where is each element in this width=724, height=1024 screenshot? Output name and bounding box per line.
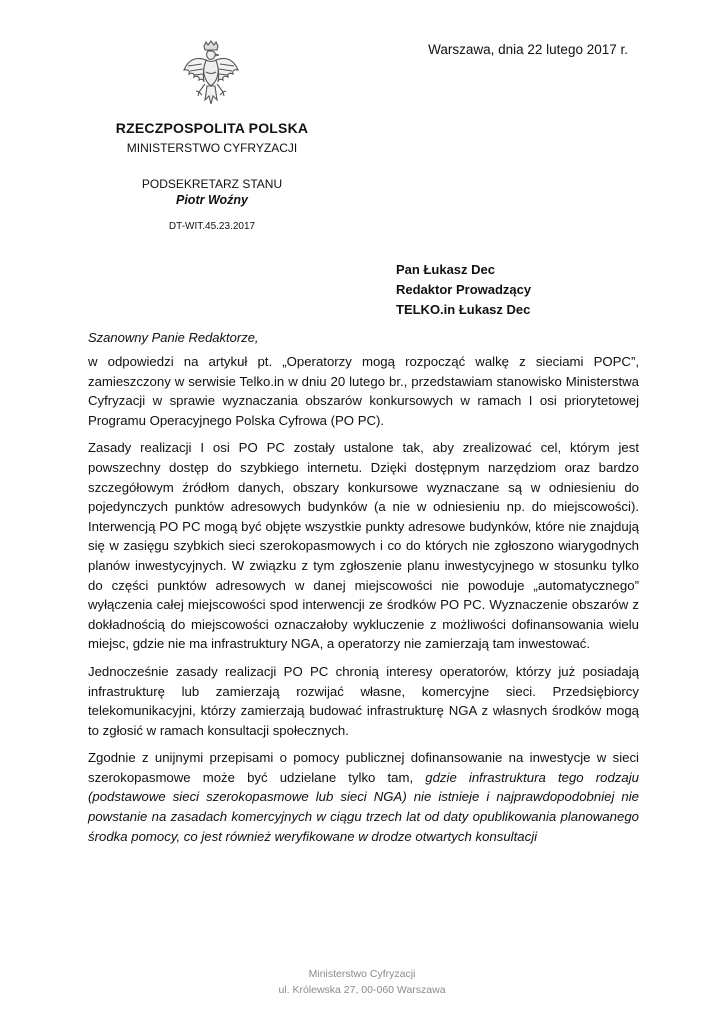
paragraph-4-italic-text: gdzie infrastruktura tego rodzaju (podstawowe sieci szerokopasmowe lub sieci NGA) nie istnieje i najprawdopodobniej nie powstanie na zasadach komercyjnych w ciągu trzech lat od daty opublikowania planowanego środka pomocy, co jest również weryfikowane w drodze otwartych konsultacji — [88, 769, 639, 844]
letter-date: Warszawa, dnia 22 lutego 2017 r. — [428, 42, 628, 57]
paragraph-1: w odpowiedzi na artykuł pt. „Operatorzy mogą rozpocząć walkę z sieciami POPC”, zamieszczony w serwisie Telko.in w dniu 20 lutego br., przedstawiam stanowisko Ministerstwa Cyfryzacji w sprawie wyznaczania obszarów konkursowych w ramach I osi priorytetowej Programu Operacyjnego Polska Cyfrowa (PO PC). — [88, 354, 639, 428]
reference-number: DT-WIT.45.23.2017 — [168, 221, 256, 232]
footer-address: ul. Królewska 27, 00-060 Warszawa — [278, 984, 446, 996]
country-name: RZECZPOSPOLITA POLSKA — [115, 120, 309, 136]
recipient-title: Redaktor Prowadzący — [396, 282, 532, 297]
paragraph-2: Zasady realizacji I osi PO PC zostały ustalone tak, aby zrealizować cel, którym jest powszechny dostęp do szybkiego internetu. Dzięki dostępnym narzędziom oraz bardzo szczegółowym źródłom danych, obszary konkursowe wyznaczane są w odniesieniu do pojedynczych punktów adresowych budynków (a nie w odniesieniu np. do miejscowości). Interwencją PO PC mogą być objęte wszystkie punkty adresowe budynków, które nie znajdują się w zasięgu szybkich sieci szerokopasmowych i co do których nie zgłoszono wiarygodnych planów inwestycyjnych. W związku z tym zgłoszenie planu inwestycyjnego w stosunku tylko do części punktów adresowych w danej miejscowości nie powoduje „automatycznego” wyłączenia całej miejscowości spod interwencji ze środków PO PC. Wyznaczenie obszarów z dokładnością do miejscowości oznaczałoby wykluczenie z możliwości dofinansowania wielu miejsc, gdzie nie ma infrastruktury NGA, a operatorzy nie zamierzają tam inwestować. — [88, 440, 639, 652]
footer-ministry: Ministerstwo Cyfryzacji — [308, 968, 416, 980]
signatory-position: PODSEKRETARZ STANU — [141, 177, 283, 191]
recipient-name: Pan Łukasz Dec — [396, 262, 495, 277]
salutation: Szanowny Panie Redaktorze, — [88, 330, 259, 345]
letter-body — [88, 352, 639, 854]
paragraph-3: Jednocześnie zasady realizacji PO PC chronią interesy operatorów, którzy już posiadają infrastrukturę lub zamierzają rozwijać własne, komercyjne sieci. Przedsiębiorcy telekomunikacyjni, którzy zamierzają budować infrastrukturę NGA z własnych środków mogą to zgłosić w ramach konsultacji społecznych. — [88, 663, 639, 738]
paragraph-4-text: Zgodnie z unijnymi przepisami o pomocy publicznej dofinansowanie na inwestycje w sieci szerokopasmowe może być udzielane tylko tam, — [88, 750, 639, 785]
recipient-block — [396, 260, 531, 320]
ministry-name: MINISTERSTWO CYFRYZACJI — [126, 141, 298, 155]
paragraph-4 — [88, 748, 639, 846]
polish-eagle-emblem-icon — [180, 40, 242, 112]
signatory-name: Piotr Woźny — [176, 193, 248, 207]
recipient-company: TELKO.in Łukasz Dec — [396, 302, 531, 317]
